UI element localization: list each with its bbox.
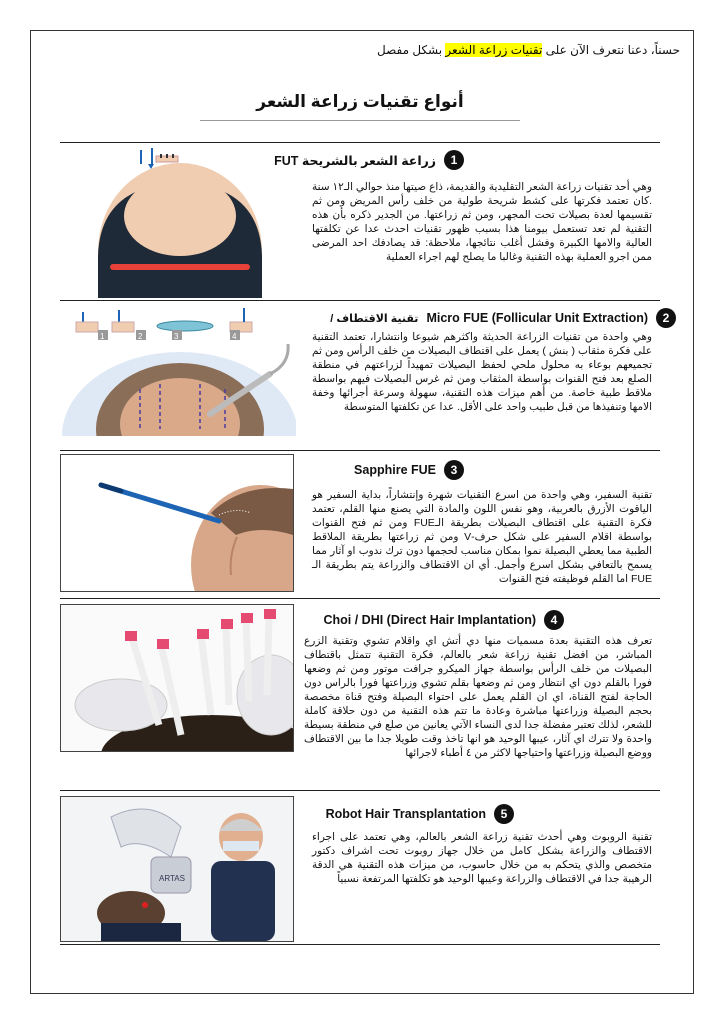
section-4-number-badge: 4 [544,610,564,630]
section-1-number-badge: 1 [444,150,464,170]
intro-highlight: تقنيات زراعة الشعر [445,43,543,57]
page-title: أنواع تقنيات زراعة الشعر [200,92,520,121]
section-3-number-badge: 3 [444,460,464,480]
section-1-heading [274,150,464,170]
section-3-title: Sapphire FUE [354,463,436,477]
fue-image [60,304,296,436]
fue-step-2-label: 2 [138,332,143,341]
intro-text-after: بشكل مفصل [377,43,446,57]
section-divider [60,790,660,791]
section-5-title: Robot Hair Transplantation [325,807,486,821]
fue-step-3-label: 3 [174,332,179,341]
fut-image [60,146,292,298]
section-divider [60,944,660,945]
robot-brand-label: ARTAS [159,874,185,883]
section-5-number-badge: 5 [494,804,514,824]
section-1-body: وهي أحد تقنيات زراعة الشعر التقليدية والقديمة، ذاع صيتها منذ حوالي الـ١٢ سنة .كان تعتمد فكرتها على كشط شريحة طولية من خلف رأس المريض ومن ثم تقسيمها لعدة بصيلات تحت المجهر، ومن ثم زراعتها. من الجدير ذكره بأن هذه التقنية لم تعد تستعمل بيومنا هذا بسبب ظهور تقنيات احدث عدا عن تكلفتها العالية والامها الكبيرة وفشل أغلب نتائجها، ملاحظة: قد يصادفك احد المرضى ممن اجرو العملية بهذه التقنية وغالبا ما يصلح لهم اجراء العملية [312,181,653,263]
section-2-heading [330,308,676,328]
section-4-body: تعرف هذه التقنية بعدة مسميات منها دي أتش اي واقلام تشوي وتقنية الزرع المباشر، من افضل تقنية زراعة شعر بالعالم، فكرة التقنية تتمثل باقتطاف البصيلات من خلف الرأس بواسطة جهاز الميكرو جرافت موتور ومن ثم وضعها فورا بالقلم دون اي انتظار ومن ثم وضعها بقلم تشوي وزراعتها فورا بالراس دون الحاجة لفتح القناة، اي ان القلم يعمل على احتواء البصيلة وفتح قناة مخصصة بحجم البصيلة وزراعتها مباشرة وعادة ما تتم هذه التقنية من دون حلاقة كاملة للشعر، لذلك تعتبر مفضلة جدا لدى النساء الآتي يعانين من صلع في منطقة بسيطة واحدة ولا تترك اي آثار، عيبها الوحيد هو انها تاخذ وقت طويلا جدا ما بين الاقتطاف ووضع البصيلة وزراعتها واحتياجها لاكثر من ٤ أطباء لاجرائها [304,635,652,759]
choi-image [60,604,294,752]
section-2-title-ar: تقنية الاقتطاف / [330,312,419,325]
section-divider [60,142,660,143]
section-4-heading [323,610,564,630]
section-2-title-en: Micro FUE (Follicular Unit Extraction) [426,311,648,325]
section-3-body: تقنية السفير، وهي واحدة من اسرع التقنيات شهرة وإنتشاراً، بداية السفير هو الياقوت الأزرق بالعربية، وهو نفس اللون والمادة التي يصنع منها القلم، تعتمد فكرة التقنية على اقتطاف البصيلات بطريقة الـFUE ومن ثم فتح القنوات بواسطة اقلام السفير على شكل حرف-V ومن ثم زراعتها بطريقة الملاقط الطبية مما يعطي البصيلة نموا بمكان مناسب لحجمها دون ترك ندوب او آثار مما يسمح بالتعافي بشكل اسرع وأجمل. أي ان الاقتطاف والزراعة يتم بطريقة الـ FUE اما القلم فوظيفته فتح القنوات [312,489,652,585]
section-5-heading [326,804,514,824]
intro-line [377,43,680,57]
fue-step-4-label: 4 [232,332,237,341]
section-2-body: وهي واحدة من تقنيات الزراعة الحديثة واكثرهم شيوعا وانتشارا، تعتمد التقنية على فكرة مثقاب ( بنش ) يعمل على اقتطاف البصيلات من خلف الرأس ومن ثم تجميعهم بوعاء به محلول ملحي لحفظ البصيلات تمهيداً لزراعتهم في منطقة الصلع بعد فتح القنوات بواسطة المثقاب ومن ثم غرس البصيلات فيهم بواسطة ملاقط طبية خاصة. من أهم ميزات هذه التقنية، سهولة وسرعة أجرائها وخفة الامها وتنفيذها من قبل طبيب واحد على الأقل. عدا عن تكلفتها المتوسطة [312,331,652,413]
sapphire-image [60,454,294,592]
section-divider [60,450,660,451]
section-5-body: تقنية الروبوت وهي أحدث تقنية زراعة الشعر بالعالم، وهي تعتمد على اجراء الاقتطاف والزراعة بشكل كامل من خلال جهاز روبوت تحت اشراف دكتور متخصص والذي يتحكم به من خلال حاسوب، من ميزات هذه التقنية هي الدقة الرهيبة جدا في الاقتطاف والزراعة وعيبها الوحيد هو تكلفتها المرتفعة نسبياً [312,831,652,885]
section-1-title: زراعة الشعر بالشريحة FUT [274,153,436,168]
section-divider [60,300,660,301]
section-2-number-badge: 2 [656,308,676,328]
robot-image [60,796,294,942]
section-divider [60,598,660,599]
section-4-title: Choi / DHI (Direct Hair Implantation) [323,613,536,627]
fue-step-1-label: 1 [100,332,105,341]
section-3-heading [354,460,464,480]
intro-text-before: حسناً، دعنا نتعرف الآن على [542,43,680,57]
